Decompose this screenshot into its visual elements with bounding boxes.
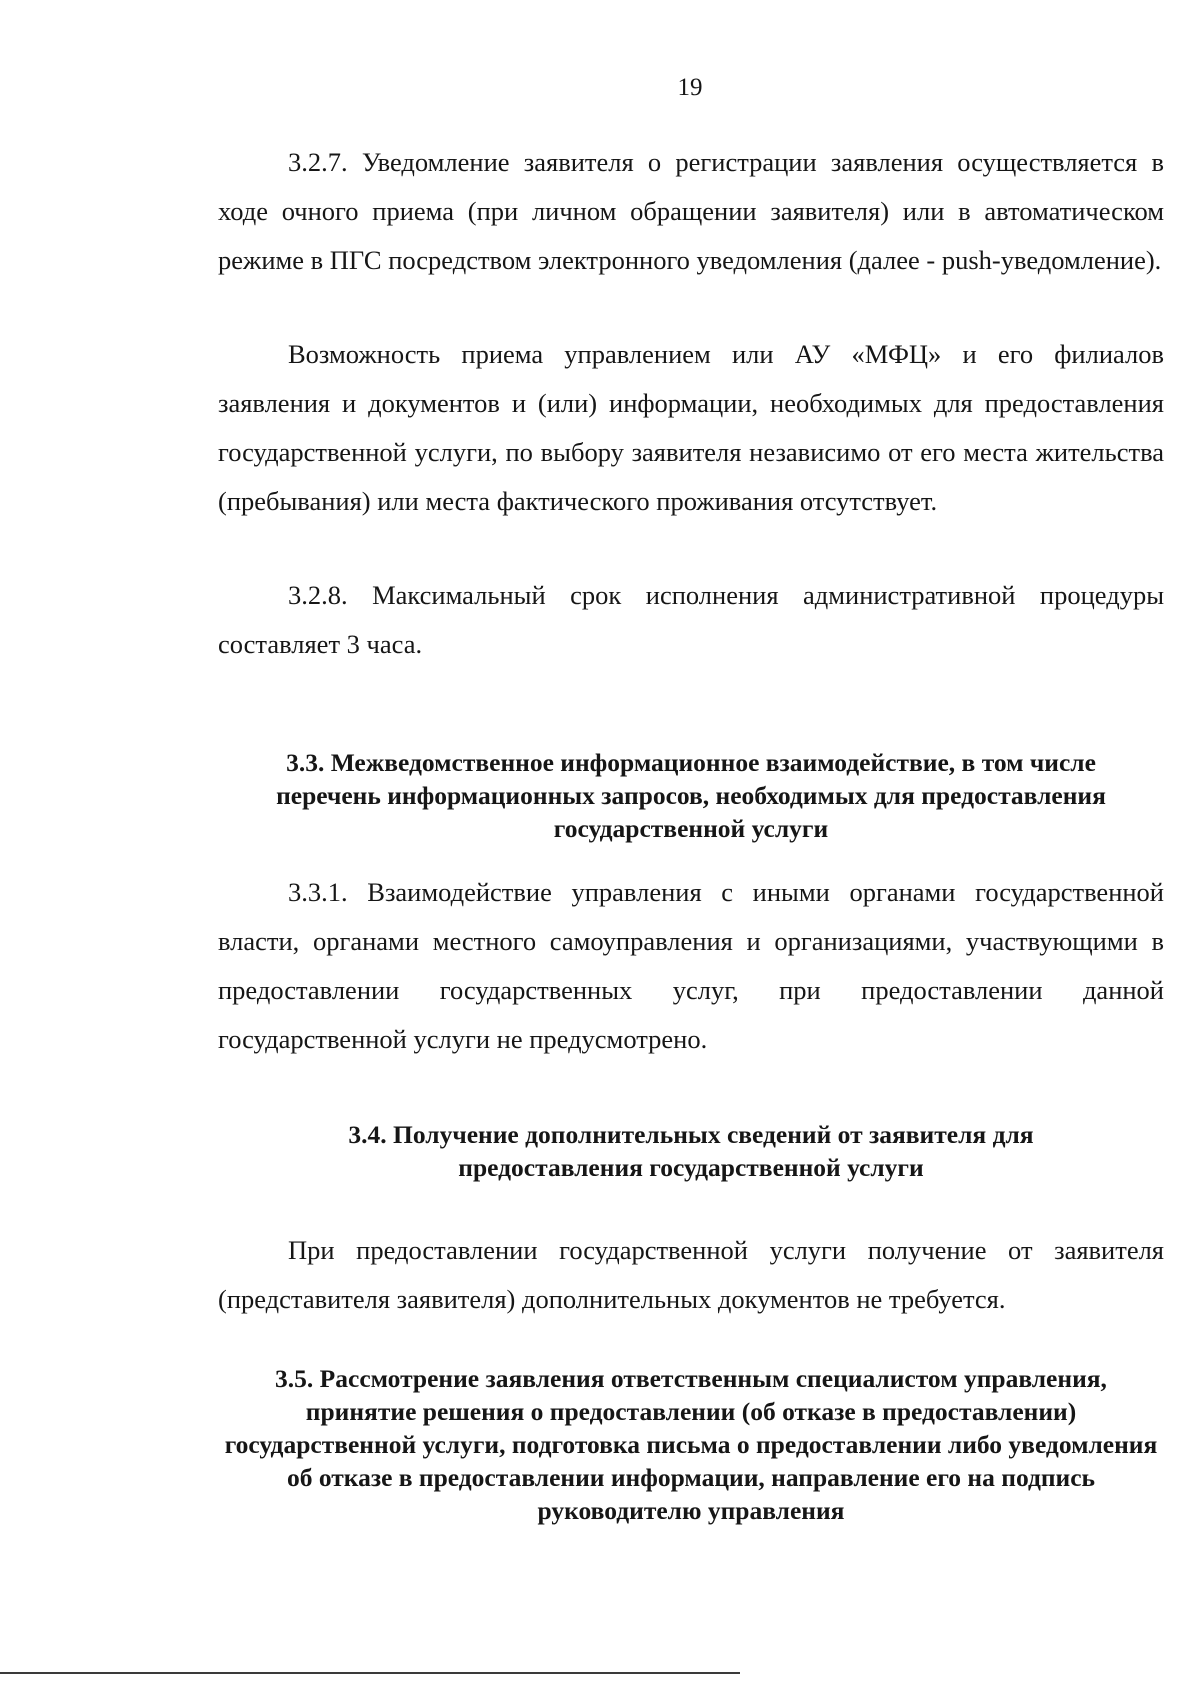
paragraph-3-2-8: 3.2.8. Максимальный срок исполнения административной процедуры составляет 3 часа. [218, 580, 1164, 659]
paragraph-3-2-7: 3.2.7. Уведомление заявителя о регистрации заявления осуществляется в ходе очного приема (при личном обращении заявителя) или в автоматическом режиме в ПГС посредством электронного уведомления (далее - push-уведомление). [218, 147, 1164, 275]
heading-3-5: 3.5. Рассмотрение заявления ответственным специалистом управления, принятие решения о предоставлении (об отказе в предоставлении) государственной услуги, подготовка письма о предоставлении либо уведомления об отказе в предоставлении информации, направление его на подпись руководителю управления [224, 1364, 1158, 1525]
paragraph-3-3-1: 3.3.1. Взаимодействие управления с иными органами государственной власти, органами местного самоуправления и организациями, участвующими в предоставлении государственных услуг, при предоставлении данной государственной услуги не предусмотрено. [218, 877, 1164, 1054]
page-number: 19 [677, 74, 703, 101]
paragraph-reception-possibility: Возможность приема управлением или АУ «МФЦ» и его филиалов заявления и документов и (или) информации, необходимых для предоставления государственной услуги, по выбору заявителя независимо от его места жительства (пребывания) или места фактического проживания отсутствует. [218, 339, 1164, 516]
footer-rule [0, 1672, 740, 1674]
paragraph-3-4-text: При предоставлении государственной услуги получение от заявителя (представителя заявителя) дополнительных документов не требуется. [218, 1235, 1164, 1314]
heading-3-4: 3.4. Получение дополнительных сведений от заявителя для предоставления государственной услуги [348, 1120, 1034, 1182]
heading-3-3: 3.3. Межведомственное информационное взаимодействие, в том числе перечень информационных запросов, необходимых для предоставления государственной услуги [276, 748, 1106, 843]
